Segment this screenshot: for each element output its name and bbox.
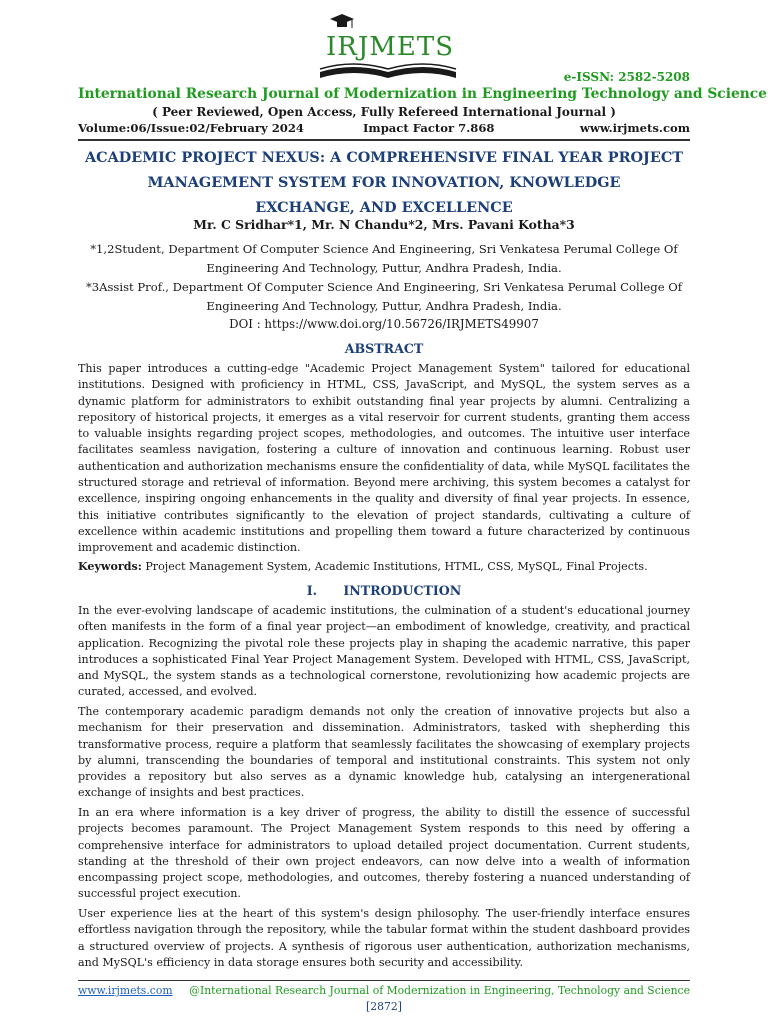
author-list: Mr. C Sridhar*1, Mr. N Chandu*2, Mrs. Pavani Kotha*3 — [193, 217, 575, 232]
affiliation-2 — [78, 278, 690, 316]
affiliation-1 — [78, 240, 690, 278]
volume-line — [78, 121, 690, 139]
page-number: [2872] — [366, 1000, 402, 1013]
abstract-text: This paper introduces a cutting-edge "Academic Project Management System" tailored for educational institutions. Designed with proficiency in HTML, CSS, JavaScript, and MySQL, the system serves as a dynamic platform for administrators to exhibit outstanding final year projects by alumni. Centralizing a repository of historical projects, it emerges as a vital reservoir for current students, granting them access to valuable insights regarding project scopes, methodologies, and outcomes. The intuitive user interface facilitates seamless navigation, fostering a culture of innovation and continuous learning. Robust user authentication and authorization mechanisms ensure the confidentiality of data, while MySQL facilitates the structured storage and retrieval of information. Beyond mere archiving, this system becomes a catalyst for excellence, inspiring ongoing enhancements in the quality and diversity of final year projects. In essence, this initiative contributes significantly to the elevation of project standards, cultivating a culture of excellence within academic institutions and propelling them toward a future characterized by continuous improvement and academic distinction. — [78, 362, 690, 555]
intro-paragraph-2: The contemporary academic paradigm demands not only the creation of innovative projects but also a mechanism for their preservation and dissemination. Administrators, tasked with shepherding this transformative process, require a platform that seamlessly facilitates the showcasing of exemplary projects by alumni, transcending the boundaries of temporal and institutional constraints. This system not only provides a repository but also serves as a dynamic knowledge hub, catalysing an intergenerational exchange of insights and best practices. — [78, 705, 690, 800]
logo-wordmark: IRJMETS — [326, 32, 455, 62]
paper-title — [78, 145, 690, 220]
eissn-label: e-ISSN: 2582-5208 — [563, 70, 690, 84]
abstract-heading: ABSTRACT — [344, 341, 424, 356]
footer-copyright: @International Research Journal of Modernization in Engineering, Technology and Science — [189, 984, 690, 997]
keywords-label: Keywords: — [78, 560, 142, 573]
paper-title-line-3: EXCHANGE, AND EXCELLENCE — [255, 199, 513, 216]
header-website-link[interactable]: www.irjmets.com — [579, 121, 690, 135]
doi-link[interactable]: DOI : https://www.doi.org/10.56726/IRJMETS49907 — [229, 317, 539, 331]
intro-paragraph-4: User experience lies at the heart of this system's design philosophy. The user-friendly interface ensures effortless navigation through the repository, while the tabular format within the student dashboard provides a structured overview of projects. A synthesis of rigorous user authentication, authorization mechanisms, and MySQL's efficiency in data storage ensures both security and accessibility. — [78, 907, 690, 969]
header-divider — [78, 139, 690, 141]
keywords-list: Project Management System, Academic Institutions, HTML, CSS, MySQL, Final Projects. — [141, 560, 648, 573]
footer-divider — [78, 980, 690, 981]
keywords-line — [78, 560, 690, 573]
intro-paragraph-3: In an era where information is a key driver of progress, the ability to distill the essence of successful projects becomes paramount. The Project Management System responds to this need by offering a comprehensive interface for administrators to upload detailed project documentation. Current students, standing at the threshold of their own project endeavors, can now delve into a wealth of information encompassing project scope, methodologies, and outcomes, thereby fostering a nuanced understanding of successful project execution. — [78, 806, 690, 901]
paper-title-line-1: ACADEMIC PROJECT NEXUS: A COMPREHENSIVE FINAL YEAR PROJECT — [84, 149, 684, 166]
peer-review-line: ( Peer Reviewed, Open Access, Fully Refereed International Journal ) — [152, 105, 616, 119]
affiliation-1-line-1: *1,2Student, Department Of Computer Science And Engineering, Sri Venkatesa Perumal College Of — [90, 242, 678, 256]
journal-title: International Research Journal of Modernization in Engineering Technology and Science — [78, 86, 767, 102]
intro-paragraph-1: In the ever-evolving landscape of academic institutions, the culmination of a student's educational journey often manifests in the form of a final year project—an embodiment of knowledge, creativity, and practical application. Recognizing the pivotal role these projects play in shaping the academic narrative, this paper introduces a sophisticated Final Year Project Management System. Developed with HTML, CSS, JavaScript, and MySQL, the system stands as a technological cornerstone, revolutionizing how academic projects are curated, accessed, and evolved. — [78, 604, 690, 699]
journal-logo — [318, 14, 458, 84]
affiliation-1-line-2: Engineering And Technology, Puttur, Andhra Pradesh, India. — [206, 261, 562, 275]
footer-website-link[interactable]: www.irjmets.com — [78, 984, 173, 997]
impact-factor: Impact Factor 7.868 — [363, 121, 495, 135]
paper-title-line-2: MANAGEMENT SYSTEM FOR INNOVATION, KNOWLEDGE — [147, 174, 621, 191]
affiliation-2-line-1: *3Assist Prof., Department Of Computer Science And Engineering, Sri Venkatesa Perumal College Of — [85, 280, 683, 294]
introduction-heading: I. INTRODUCTION — [306, 583, 462, 598]
affiliation-2-line-2: Engineering And Technology, Puttur, Andhra Pradesh, India. — [206, 299, 562, 313]
volume-issue: Volume:06/Issue:02/February 2024 — [78, 121, 304, 135]
